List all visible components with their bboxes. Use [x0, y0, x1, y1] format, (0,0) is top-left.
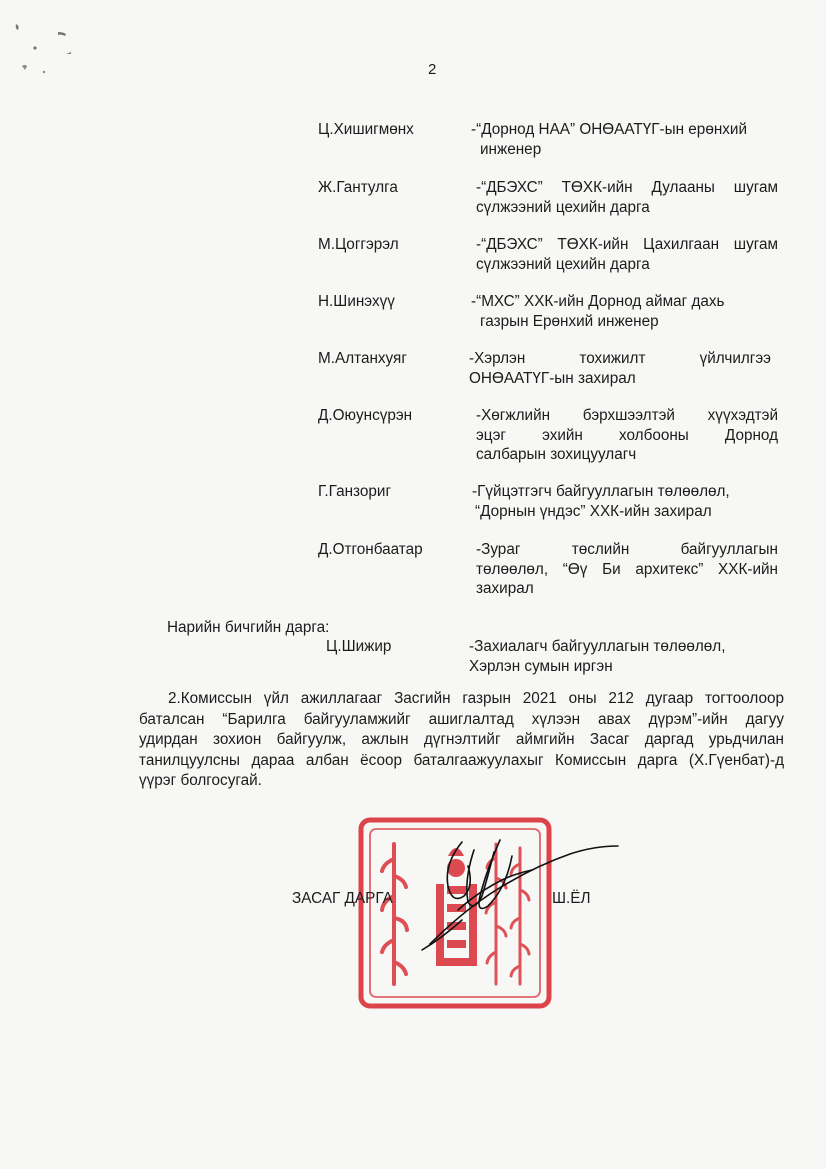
member-role — [469, 349, 771, 388]
member-name: М.Алтанхуяг — [318, 350, 407, 367]
member-name: М.Цоггэрэл — [318, 236, 399, 253]
role-line: сүлжээний цехийн дарга — [476, 198, 650, 216]
member-name: Г.Ганзориг — [318, 483, 392, 500]
decree-paragraph — [139, 689, 784, 792]
role-line: -Гүйцэтгэгч байгууллагын төлөөлөл, — [472, 483, 730, 500]
secretary-role — [469, 637, 725, 677]
member-role — [476, 406, 778, 465]
role-line: -Хэрлэн тохижилт үйлчилгээ — [469, 350, 771, 367]
role-line: -“ДБЭХС” ТӨХК-ийн Дулааны шугам — [476, 179, 778, 196]
role-line: салбарын зохицуулагч — [476, 446, 637, 463]
role-line: -Хөгжлийн бэрхшээлтэй хүүхэдтэй — [476, 407, 778, 424]
paragraph-line: 2.Комиссын үйл ажиллагааг Засгийн газрын 2021 оны 212 дугаар тогтоолоор — [168, 690, 784, 707]
role-line: -“Дорнод НАА” ОНӨААТҮГ-ын ерөнхий — [471, 121, 748, 138]
member-role — [471, 292, 773, 331]
role-line: Хэрлэн сумын иргэн — [469, 658, 613, 675]
role-line: газрын Ерөнхий инженер — [480, 312, 659, 330]
role-line: -Зураг төслийн байгууллагын — [476, 541, 778, 558]
paragraph-line: удирдан зохион байгуулж, ажлын дүгнэлтийг аймгийн Засаг даргад урьдчилан — [139, 731, 784, 749]
role-line: ОНӨААТҮГ-ын захирал — [469, 369, 636, 387]
role-line: сүлжээний цехийн дарга — [476, 255, 650, 273]
page-number: 2 — [428, 61, 437, 78]
member-name: Ж.Гантулга — [318, 179, 398, 196]
paragraph-line: баталсан “Барилга байгууламжийг ашиглалтад хүлээн авах дүрэм”-ийн дагуу — [139, 710, 784, 728]
role-line: -“ДБЭХС” ТӨХК-ийн Цахилгаан шугам — [476, 236, 778, 253]
role-line: “Дорнын үндэс” ХХК-ийн захирал — [475, 502, 712, 520]
member-name: Д.Отгонбаатар — [318, 541, 423, 558]
role-line: захирал — [476, 580, 534, 597]
role-line: инженер — [480, 140, 542, 158]
member-role — [476, 178, 778, 217]
member-name: Д.Оюунсүрэн — [318, 407, 413, 424]
signatory-title: ЗАСАГ ДАРГА — [292, 890, 393, 907]
secretary-name: Ц.Шижир — [326, 638, 392, 655]
paragraph-line: танилцуулсны дараа албан ёсоор баталгаажуулахыг Комиссын дарга (Х.Гүенбат)-д — [139, 751, 784, 769]
secretary-heading: Нарийн бичгийн дарга: — [167, 619, 330, 636]
member-role — [476, 540, 778, 599]
scan-specks — [10, 20, 80, 90]
signatory-name: Ш.ЁЛ — [552, 890, 591, 907]
role-line: эцэг эхийн холбооны Дорнод — [476, 426, 778, 444]
role-line: -Захиалагч байгууллагын төлөөлөл, — [469, 638, 726, 655]
member-name: Н.Шинэхүү — [318, 293, 395, 310]
role-line: төлөөлөл, “Өү Би архитекс” ХХК-ийн — [476, 560, 778, 578]
member-role — [476, 235, 778, 274]
member-name: Ц.Хишигмөнх — [318, 121, 414, 138]
role-line: -“МХС” ХХК-ийн Дорнод аймаг дахь — [471, 293, 725, 310]
paragraph-line: үүрэг болгосугай. — [139, 772, 262, 790]
member-role — [472, 482, 774, 521]
member-role — [471, 120, 773, 159]
